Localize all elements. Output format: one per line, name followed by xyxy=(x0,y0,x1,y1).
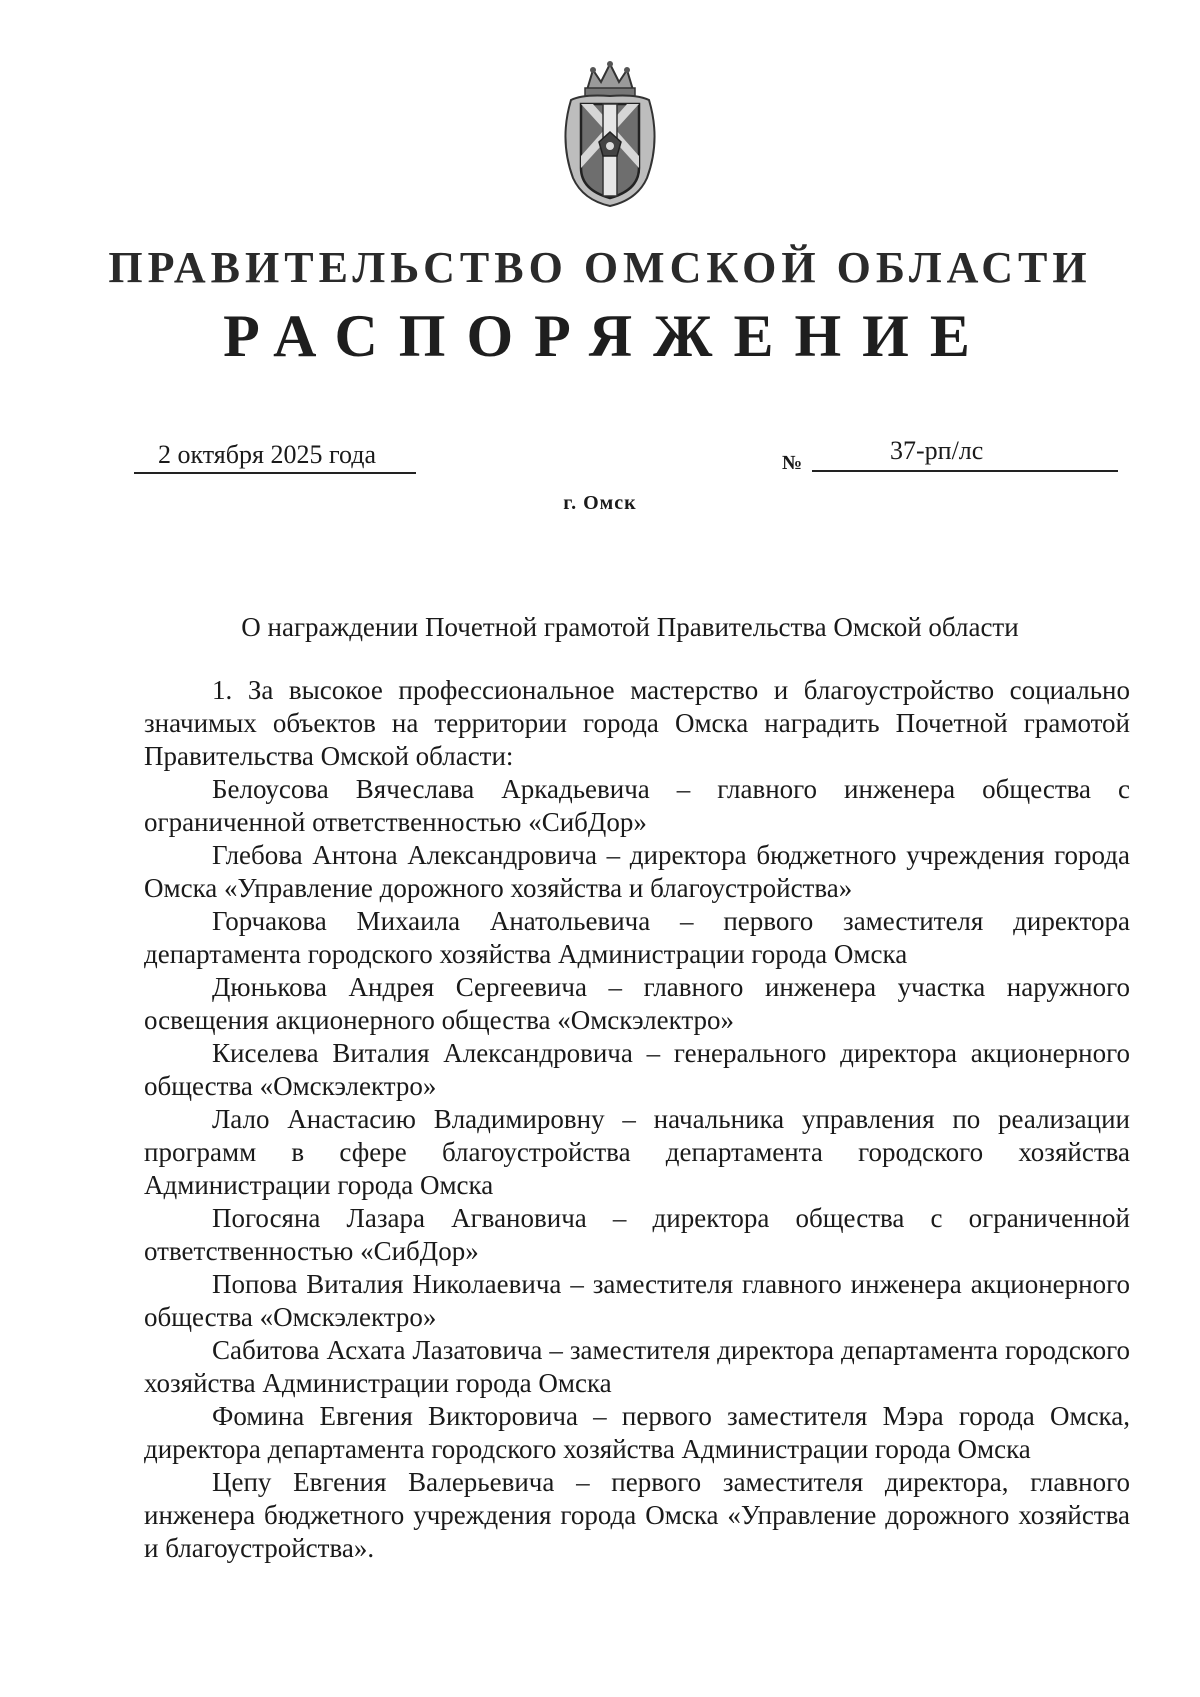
document-subject: О награждении Почетной грамотой Правительства Омской области xyxy=(241,612,1019,642)
city-label: г. Омск xyxy=(563,492,637,514)
date-field xyxy=(134,438,416,474)
number-field xyxy=(812,436,1118,472)
awardee-paragraph: Лало Анастасию Владимировну – начальника управления по реализации программ в сфере благоустройства департамента городского хозяйства Администрации города Омска xyxy=(144,1104,1130,1200)
awardee-paragraph: Попова Виталия Николаевича – заместителя главного инженера акционерного общества «Омскэлектро» xyxy=(144,1269,1130,1332)
awardee-paragraph: Цепу Евгения Валерьевича – первого заместителя директора, главного инженера бюджетного учреждения города Омска «Управление дорожного хозяйства и благоустройства». xyxy=(144,1467,1130,1563)
awardee-paragraph: Погосяна Лазара Агвановича – директора общества с ограниченной ответственностью «СибДор» xyxy=(144,1203,1130,1266)
document-date: 2 октября 2025 года xyxy=(158,440,376,469)
document-number: 37-рп/лс xyxy=(890,436,984,465)
awardee-paragraph: Глебова Антона Александровича – директора бюджетного учреждения города Омска «Управление дорожного хозяйства и благоустройства» xyxy=(144,840,1130,903)
document-type-title: РАСПОРЯЖЕНИЕ xyxy=(223,303,991,369)
awardee-paragraph: Киселева Виталия Александровича – генерального директора акционерного общества «Омскэлектро» xyxy=(144,1038,1130,1101)
awardee-paragraph: Дюнькова Андрея Сергеевича – главного инженера участка наружного освещения акционерного общества «Омскэлектро» xyxy=(144,972,1130,1035)
awardee-paragraph: Фомина Евгения Викторовича – первого заместителя Мэра города Омска, директора департамента городского хозяйства Администрации города Омска xyxy=(144,1401,1130,1464)
government-title: ПРАВИТЕЛЬСТВО ОМСКОЙ ОБЛАСТИ xyxy=(108,243,1092,292)
awardee-paragraph: Сабитова Асхата Лазатовича – заместителя директора департамента городского хозяйства Администрации города Омска xyxy=(144,1335,1130,1398)
awardee-paragraph: Белоусова Вячеслава Аркадьевича – главного инженера общества с ограниченной ответственностью «СибДор» xyxy=(144,774,1130,837)
omsk-coat-of-arms-icon xyxy=(557,60,663,208)
document-body xyxy=(144,674,1130,1565)
body-intro-paragraph: 1. За высокое профессиональное мастерство и благоустройство социально значимых объектов на территории города Омска наградить Почетной грамотой Правительства Омской области: xyxy=(144,675,1130,771)
number-sign: № xyxy=(782,452,803,474)
awardee-paragraph: Горчакова Михаила Анатольевича – первого заместителя директора департамента городского хозяйства Администрации города Омска xyxy=(144,906,1130,969)
